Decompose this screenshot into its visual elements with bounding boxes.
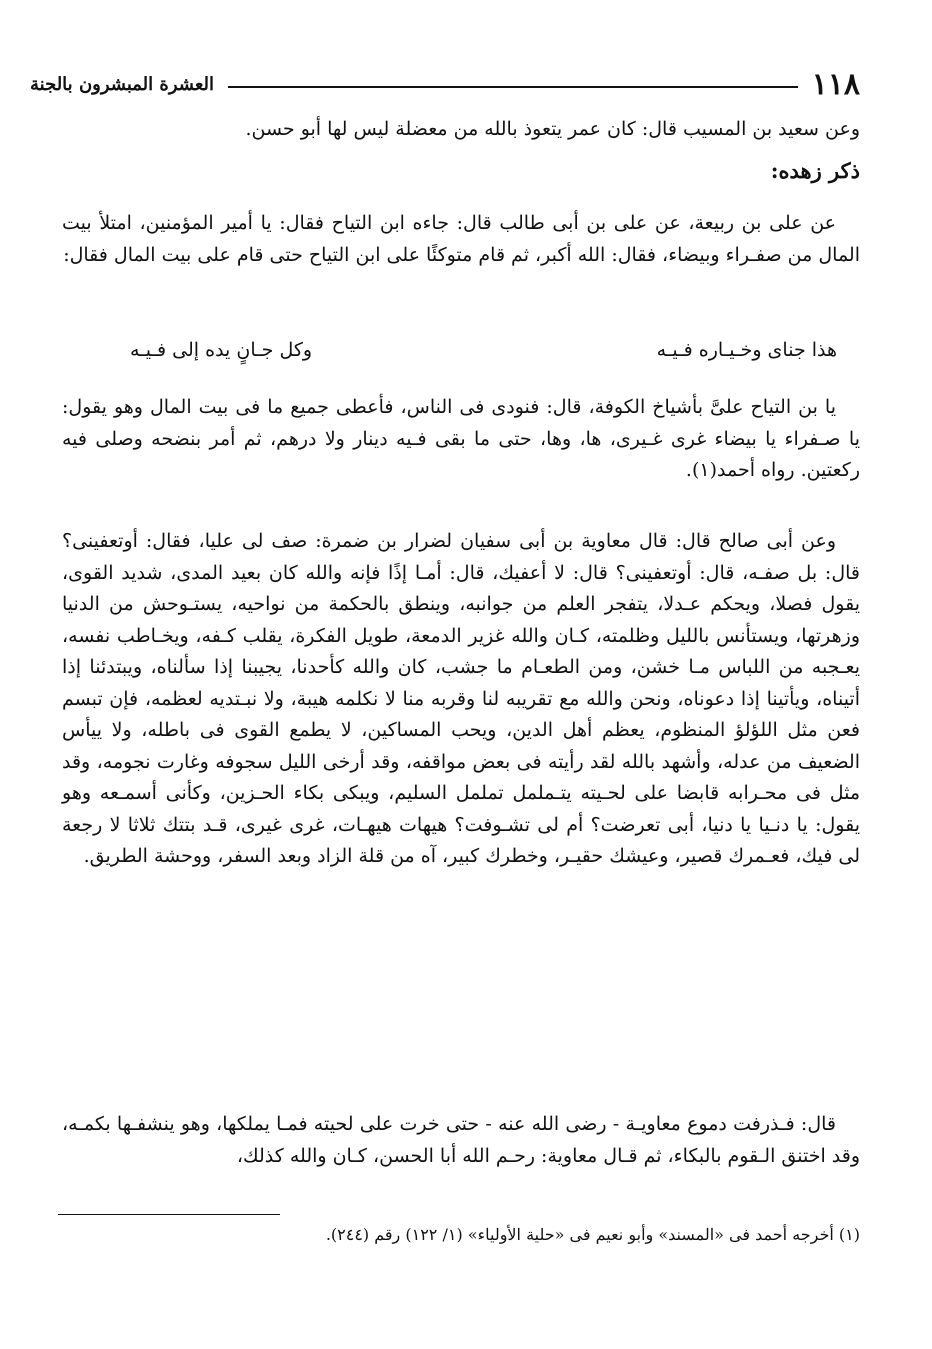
paragraph-text: قال: فـذرفت دموع معاويـة - رضى الله عنه - حتى خرت على لحيته فمـا يملكها، وهو ينشفـها بكمـه، وقد اختنق الـقوم بالبكاء، ثم قـال معاوية: رحـم الله أبا الحسن، كـان والله كذلك، <box>62 1113 860 1167</box>
running-title: العشرة المبشرون بالجنة <box>30 73 215 95</box>
intro-text: وعن سعيد بن المسيب قال: كان عمر يتعوذ بالله من معضلة ليس لها أبو حسن. <box>245 118 860 140</box>
poetry-verse <box>130 335 837 365</box>
header-rule <box>228 86 798 88</box>
page-header <box>30 64 860 104</box>
section-heading: ذكر زهده: <box>770 158 860 183</box>
footnote-text: (١) أخرجه أحمد فى «المسند» وأبو نعيم فى «حلية الأولياء» (١/ ١٢٢) رقم (٢٤٤). <box>325 1225 860 1244</box>
intro-paragraph <box>60 114 860 144</box>
footnote-separator <box>58 1214 280 1215</box>
paragraph-2 <box>62 392 860 487</box>
paragraph-text: وعن أبى صالح قال: قال معاوية بن أبى سفيان لضرار بن ضمرة: صف لى عليا، فقال: أوتعفينى؟ قال: بل صفـه، قال: أوتعفينى؟ قال: لا أعفيك، قال: أمـا إذًا فإنه والله كان بعيد المدى، شديد القوى، يقول فصلا، ويحكم عـدلا، يتفجر العلم من جوانبه، وينطق بالحكمة من نواحيه، يستـوحش من الدنيا وزهرتها، ويستأنس بالليل وظلمته، كـان والله غزير الدمعة، طويل الفكرة، يقلب كـفه، ويخـاطب نفسه، يعـجبه من اللباس مـا خشن، ومن الطعـام ما جشب، كان والله كأحدنا، يجيبنا إذا سألناه، ويبتدئنا إذا أتيناه، ويأتينا إذا دعوناه، ونحن والله مع تقريبه لنا وقربه منا لا نكلمه هيبة، ولا نبـتديه لعظمه، فإن تبسم فعن مثل اللؤلؤ المنظوم، يعظم أهل الدين، ويحب المساكين، لا يطمع القوى فى باطله، ولا ييأس الضعيف من عدله، وأشهد بالله لقد رأيته فى بعض مواقفه، وقد أرخى الليل سجوفه وغارت نجومه، وقد مثل فى محـرابه قابضا على لحـيته يتـململ تململ السليم، ويبكى بكاء الحـزين، وكأنى أسمـعه وهو يقول: يا دنـيا يا دنيا، أبى تعرضت؟ أم لى تشـوفت؟ هيهات هيهـات، غرى غيرى، قـد بتتك ثلاثا لا رجعة لى فيك، فعـمرك قصير، وعيشك حقيـر، وخطرك كبير، آه من قلة الزاد وبعد السفر، ووحشة الطريق. <box>62 530 860 867</box>
footnote <box>60 1222 860 1248</box>
paragraph-4 <box>62 1109 860 1172</box>
paragraph-3 <box>62 526 860 873</box>
verse-first-hemistich: هذا جناى وخـيـاره فـيـه <box>656 339 837 361</box>
page-number: ١١٨ <box>811 66 860 102</box>
paragraph-1 <box>62 208 860 271</box>
paragraph-text: يا بن التياح علىَّ بأشياخ الكوفة، قال: فنودى فى الناس، فأعطى جميع ما فى بيت المال وهو يقول: يا صـفراء يا بيضاء غرى غـيرى، ها، وها، حتى ما بقى فـيه دينار ولا درهم، ثم أمر بنضحه وصلى فيه ركعتين. رواه أحمد(١). <box>62 396 860 481</box>
verse-second-hemistich: وكل جـانٍ يده إلى فـيـه <box>130 339 313 361</box>
paragraph-text: عن على بن ربيعة، عن على بن أبى طالب قال: جاءه ابن التياح فقال: يا أمير المؤمنين، امتلأ بيت المال من صفـراء وبيضاء، فقال: الله أكبر، ثم قام متوكئًا على ابن التياح حتى قام على بيت المال فقال: <box>62 212 860 266</box>
